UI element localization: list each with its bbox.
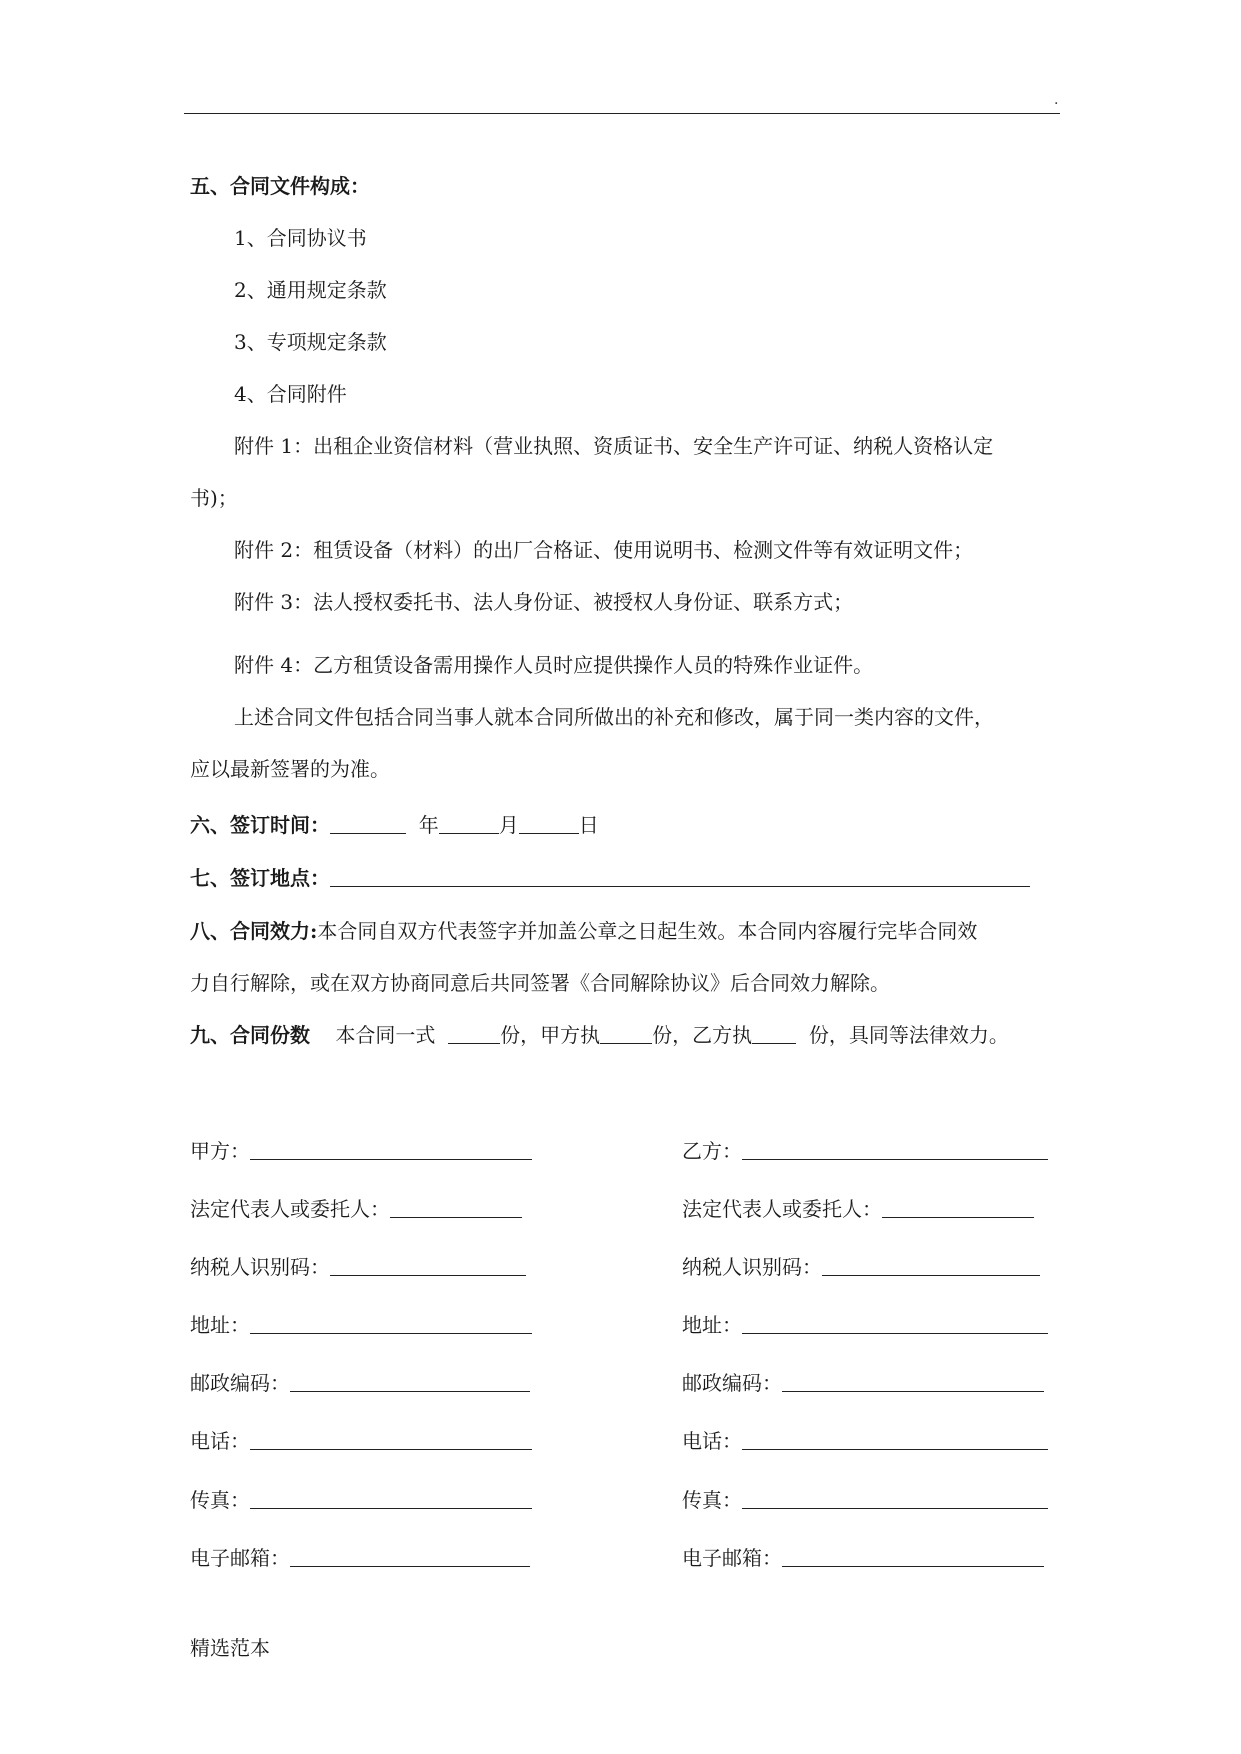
party-a-postcode-label: 邮政编码：	[190, 1371, 290, 1395]
party-a-address-row	[190, 1311, 532, 1339]
copies-a-blank[interactable]	[600, 1023, 652, 1044]
list-item: 1、合同协议书	[234, 226, 367, 250]
party-a-rep-blank[interactable]	[390, 1197, 522, 1218]
section5-heading: 五、合同文件构成：	[190, 174, 370, 198]
party-b-fax-blank[interactable]	[742, 1488, 1048, 1509]
party-b-address-label: 地址：	[682, 1313, 742, 1337]
month-label: 月	[498, 813, 519, 837]
party-b-rep-row	[682, 1195, 1034, 1223]
party-b-email-label: 电子邮箱：	[682, 1546, 782, 1570]
party-a-postcode-row	[190, 1369, 530, 1397]
party-a-blank[interactable]	[250, 1139, 532, 1160]
party-a-fax-label: 传真：	[190, 1488, 250, 1512]
party-a-email-row	[190, 1544, 530, 1572]
party-a-phone-blank[interactable]	[250, 1429, 532, 1450]
party-b-rep-blank[interactable]	[882, 1197, 1034, 1218]
attachment-2: 附件 2：租赁设备（材料）的出厂合格证、使用说明书、检测文件等有效证明文件；	[234, 538, 974, 562]
validity-label: 八、合同效力:	[190, 919, 318, 943]
copies-total-blank[interactable]	[448, 1023, 500, 1044]
signing-date-row	[190, 811, 599, 839]
year-blank[interactable]	[330, 813, 406, 834]
party-a-tax-row	[190, 1253, 526, 1281]
copies-text-4: 份，具同等法律效力。	[808, 1023, 1009, 1047]
party-a-phone-row	[190, 1427, 532, 1455]
party-b-blank[interactable]	[742, 1139, 1048, 1160]
signing-place-blank[interactable]	[330, 866, 1030, 887]
party-a-tax-label: 纳税人识别码：	[190, 1255, 330, 1279]
copies-text-1: 本合同一式	[335, 1023, 436, 1047]
signing-place-label: 七、签订地点：	[190, 866, 330, 890]
footer-label: 精选范本	[190, 1636, 270, 1660]
validity-row	[190, 917, 977, 945]
party-a-fax-blank[interactable]	[250, 1488, 532, 1509]
party-b-label: 乙方：	[682, 1139, 742, 1163]
party-b-fax-label: 传真：	[682, 1488, 742, 1512]
party-b-postcode-blank[interactable]	[782, 1371, 1044, 1392]
party-a-rep-label: 法定代表人或委托人：	[190, 1197, 390, 1221]
party-b-address-row	[682, 1311, 1048, 1339]
party-b-address-blank[interactable]	[742, 1313, 1048, 1334]
party-b-postcode-row	[682, 1369, 1044, 1397]
party-a-label: 甲方：	[190, 1139, 250, 1163]
contract-note: 上述合同文件包括合同当事人就本合同所做出的补充和修改，属于同一类内容的文件，	[234, 705, 994, 729]
copies-text-3: 份，乙方执	[652, 1023, 753, 1047]
party-a-rep-row	[190, 1195, 522, 1223]
party-b-phone-row	[682, 1427, 1048, 1455]
attachment-1-cont: 书)；	[190, 486, 238, 510]
party-b-tax-label: 纳税人识别码：	[682, 1255, 822, 1279]
month-blank[interactable]	[439, 813, 499, 834]
year-label: 年	[418, 813, 439, 837]
party-a-address-label: 地址：	[190, 1313, 250, 1337]
validity-text: 本合同自双方代表签字并加盖公章之日起生效。本合同内容履行完毕合同效	[317, 919, 978, 943]
copies-row	[190, 1021, 1009, 1049]
party-a-email-label: 电子邮箱：	[190, 1546, 290, 1570]
party-b-phone-label: 电话：	[682, 1429, 742, 1453]
party-a-email-blank[interactable]	[290, 1546, 530, 1567]
signing-date-label: 六、签订时间：	[190, 813, 330, 837]
party-b-fax-row	[682, 1486, 1048, 1514]
party-a-address-blank[interactable]	[250, 1313, 532, 1334]
party-b-tax-row	[682, 1253, 1040, 1281]
day-label: 日	[578, 813, 599, 837]
header-mark: .	[1054, 92, 1059, 108]
day-blank[interactable]	[519, 813, 579, 834]
copies-b-blank[interactable]	[752, 1023, 796, 1044]
party-b-email-blank[interactable]	[782, 1546, 1044, 1567]
contract-note-cont: 应以最新签署的为准。	[190, 757, 390, 781]
attachment-3: 附件 3：法人授权委托书、法人身份证、被授权人身份证、联系方式；	[234, 590, 854, 614]
attachment-4: 附件 4：乙方租赁设备需用操作人员时应提供操作人员的特殊作业证件。	[234, 653, 874, 677]
signing-place-row	[190, 864, 1030, 892]
party-b-email-row	[682, 1544, 1044, 1572]
list-item: 4、合同附件	[234, 382, 347, 406]
party-b-row	[682, 1137, 1048, 1165]
list-item: 2、通用规定条款	[234, 278, 387, 302]
party-b-rep-label: 法定代表人或委托人：	[682, 1197, 882, 1221]
party-b-phone-blank[interactable]	[742, 1429, 1048, 1450]
party-b-tax-blank[interactable]	[822, 1255, 1040, 1276]
party-a-row	[190, 1137, 532, 1165]
attachment-1: 附件 1：出租企业资信材料（营业执照、资质证书、安全生产许可证、纳税人资格认定	[234, 434, 994, 458]
party-a-postcode-blank[interactable]	[290, 1371, 530, 1392]
copies-label: 九、合同份数	[190, 1023, 310, 1047]
copies-text-2: 份，甲方执	[500, 1023, 601, 1047]
party-a-fax-row	[190, 1486, 532, 1514]
party-a-phone-label: 电话：	[190, 1429, 250, 1453]
party-b-postcode-label: 邮政编码：	[682, 1371, 782, 1395]
party-a-tax-blank[interactable]	[330, 1255, 526, 1276]
header-rule	[184, 113, 1060, 114]
list-item: 3、专项规定条款	[234, 330, 387, 354]
validity-text-cont: 力自行解除，或在双方协商同意后共同签署《合同解除协议》后合同效力解除。	[190, 971, 890, 995]
